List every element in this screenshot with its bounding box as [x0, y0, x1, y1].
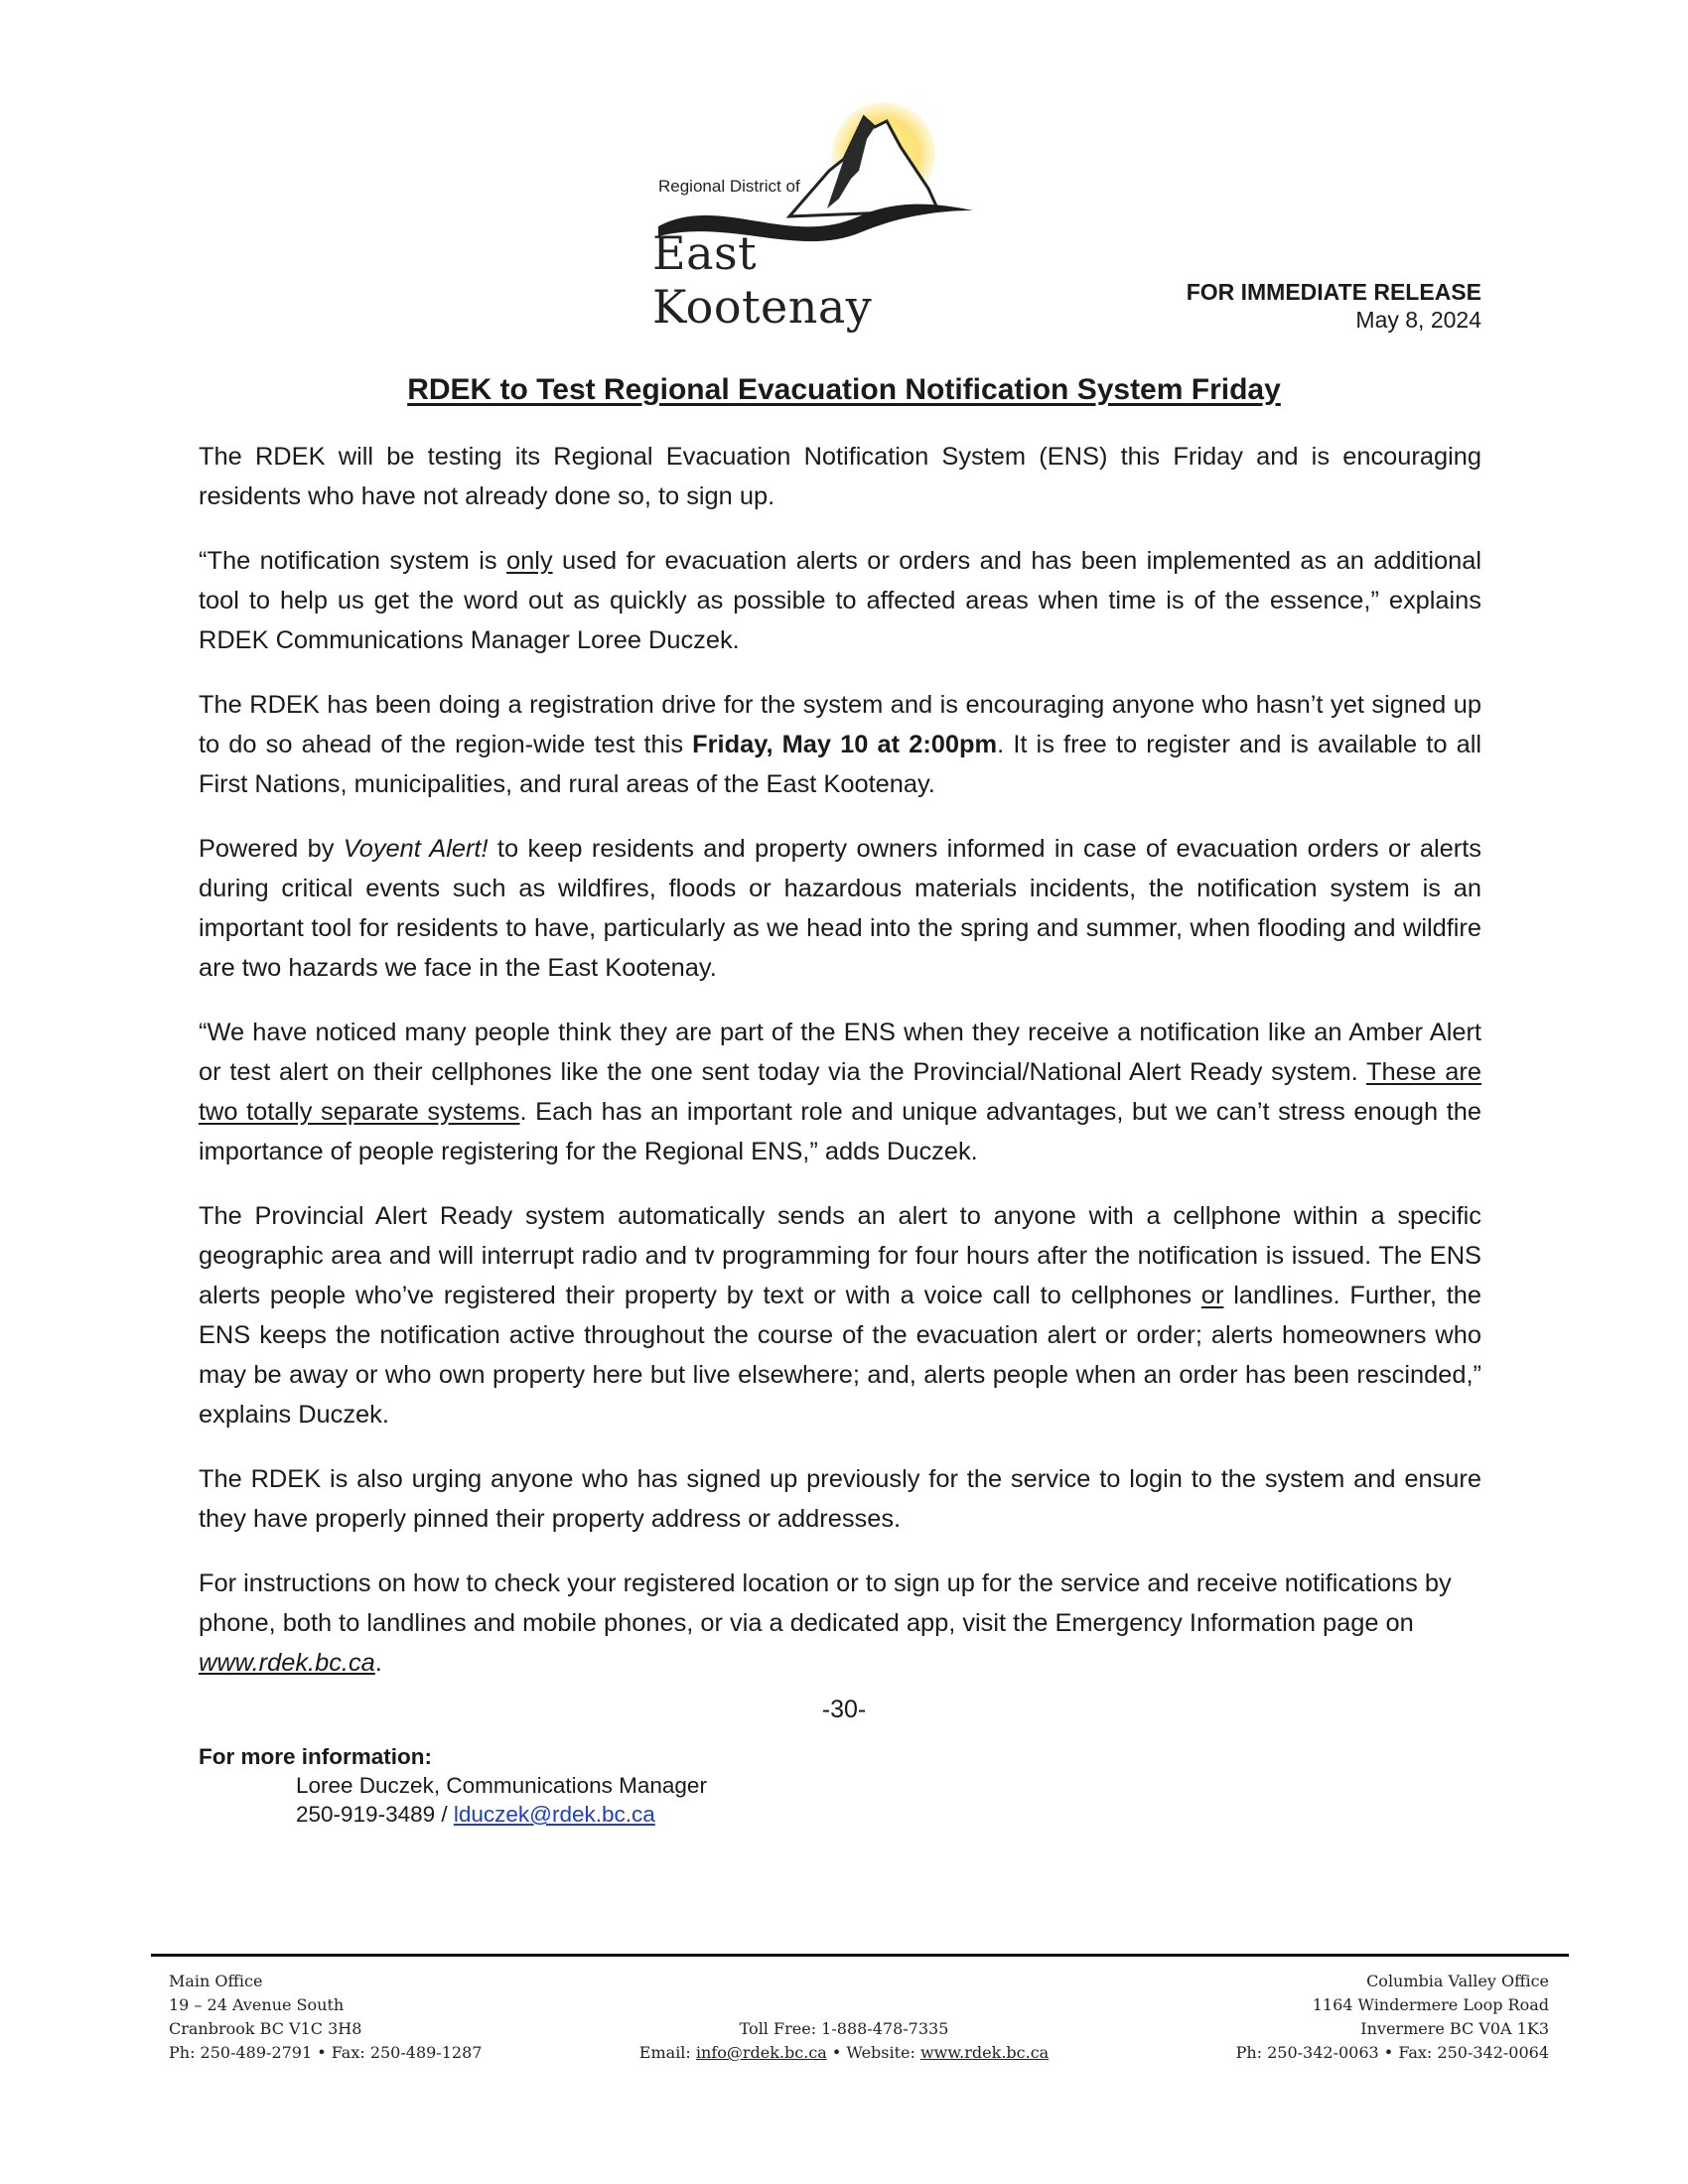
paragraph-3	[199, 685, 1481, 804]
footer-left-line4: Ph: 250-489-2791 • Fax: 250-489-1287	[169, 2043, 483, 2062]
release-date: May 8, 2024	[1355, 307, 1481, 333]
paragraph-6	[199, 1196, 1481, 1434]
p3-text-b: . It is free to register and is available to all First Nations, municipalities, and rural areas of the East Kootenay.	[199, 731, 1481, 798]
headline: RDEK to Test Regional Evacuation Notification System Friday	[407, 373, 1281, 406]
article-body	[199, 437, 1481, 1707]
footer-separator: • Website:	[826, 2043, 920, 2062]
p6-text-b: landlines. Further, the ENS keeps the notification active throughout the course of the evacuation alert or order; alerts homeowners who may be away or who own property here but live elsewhere; and, alerts people when an order has been rescinded,” explains Duczek.	[199, 1282, 1482, 1429]
p8-text-a: For instructions on how to check your registered location or to sign up for the service and receive notifications by phone, both to landlines and mobile phones, or via a dedicated app, visit the Emergency Information page on	[199, 1570, 1452, 1637]
footer-columbia-valley-office	[1236, 1970, 1549, 2065]
p8-text-b: .	[374, 1649, 382, 1677]
p4-text-a: Powered by	[199, 835, 344, 863]
contact-block	[199, 1742, 707, 1829]
logo-line2: East Kootenay	[652, 226, 873, 334]
p2-text-a: “The notification system is	[199, 547, 506, 575]
footer-right-line3: Invermere BC V0A 1K3	[1360, 2019, 1549, 2038]
p3-bold-date: Friday, May 10 at 2:00pm	[692, 731, 998, 758]
p2-underline: only	[506, 547, 553, 575]
logo-line1: Regional District of	[658, 177, 800, 196]
p5-text-a: “We have noticed many people think they are part of the ENS when they receive a notification like an Amber Alert or test alert on their cellphones like the one sent today via the Provincial/National Alert Ready system.	[199, 1019, 1481, 1086]
paragraph-7: The RDEK is also urging anyone who has signed up previously for the service to login to the system and ensure they have properly pinned their property address or addresses.	[199, 1465, 1481, 1533]
p6-text-a: The Provincial Alert Ready system automatically sends an alert to anyone with a cellphone within a specific geographic area and will interrupt radio and tv programming for four hours after the notification is issued. The ENS alerts people who’ve registered their property by text or with a voice call to cellphones	[199, 1202, 1481, 1309]
footer-divider	[151, 1954, 1569, 1957]
footer-right-line4: Ph: 250-342-0063 • Fax: 250-342-0064	[1235, 2043, 1549, 2062]
paragraph-8	[199, 1564, 1481, 1683]
contact-email-link[interactable]: lduczek@rdek.bc.ca	[453, 1802, 655, 1827]
contact-phone: 250-919-3489 /	[296, 1802, 454, 1827]
release-block	[1187, 278, 1481, 334]
footer-left-line3: Cranbrook BC V1C 3H8	[169, 2019, 362, 2038]
p6-underline: or	[1200, 1282, 1224, 1309]
footer-left-line1: Main Office	[169, 1972, 263, 1990]
footer-right-line2: 1164 Windermere Loop Road	[1312, 1995, 1549, 2014]
contact-heading: For more information:	[199, 1744, 432, 1769]
paragraph-2	[199, 541, 1481, 660]
paragraph-5	[199, 1013, 1481, 1171]
p5-text-b: . Each has an important role and unique advantages, but we can’t stress enough the importance of people registering for the Regional ENS,” adds Duczek.	[199, 1098, 1481, 1165]
rdek-logo	[640, 99, 983, 334]
footer-tollfree: Toll Free: 1-888-478-7335	[739, 2019, 949, 2038]
paragraph-4	[199, 829, 1481, 988]
end-mark: -30-	[821, 1696, 867, 1723]
contact-name: Loree Duczek, Communications Manager	[296, 1773, 707, 1798]
footer-email-link[interactable]: info@rdek.bc.ca	[695, 2043, 827, 2062]
p3-text-a: The RDEK has been doing a registration drive for the system and is encouraging anyone who hasn’t yet signed up to do so ahead of the region-wide test this	[199, 691, 1481, 758]
website-link[interactable]: www.rdek.bc.ca	[199, 1649, 375, 1677]
footer-right-line1: Columbia Valley Office	[1366, 1972, 1549, 1990]
p5-underline: These are two totally separate systems	[199, 1058, 1481, 1126]
p2-text-b: used for evacuation alerts or orders and has been implemented as an additional tool to help us get the word out as quickly as possible to affected areas when time is of the essence,” explains RDEK Communications Manager Loree Duczek.	[199, 547, 1481, 654]
contact-phone-line	[199, 1800, 707, 1829]
paragraph-1: The RDEK will be testing its Regional Evacuation Notification System (ENS) this Friday and is encouraging residents who have not already done so, to sign up.	[199, 443, 1481, 510]
p4-italic: Voyent Alert!	[343, 835, 489, 863]
footer-email-label: Email:	[638, 2043, 696, 2062]
footer-website-link[interactable]: www.rdek.bc.ca	[919, 2043, 1050, 2062]
p4-text-b: to keep residents and property owners informed in case of evacuation orders or alerts during critical events such as wildfires, floods or hazardous materials incidents, the notification system is an important tool for residents to have, particularly as we head into the spring and summer, when flooding and wildfire are two hazards we face in the East Kootenay.	[199, 835, 1481, 982]
release-label: FOR IMMEDIATE RELEASE	[1186, 279, 1481, 305]
footer-left-line2: 19 – 24 Avenue South	[169, 1995, 345, 2014]
